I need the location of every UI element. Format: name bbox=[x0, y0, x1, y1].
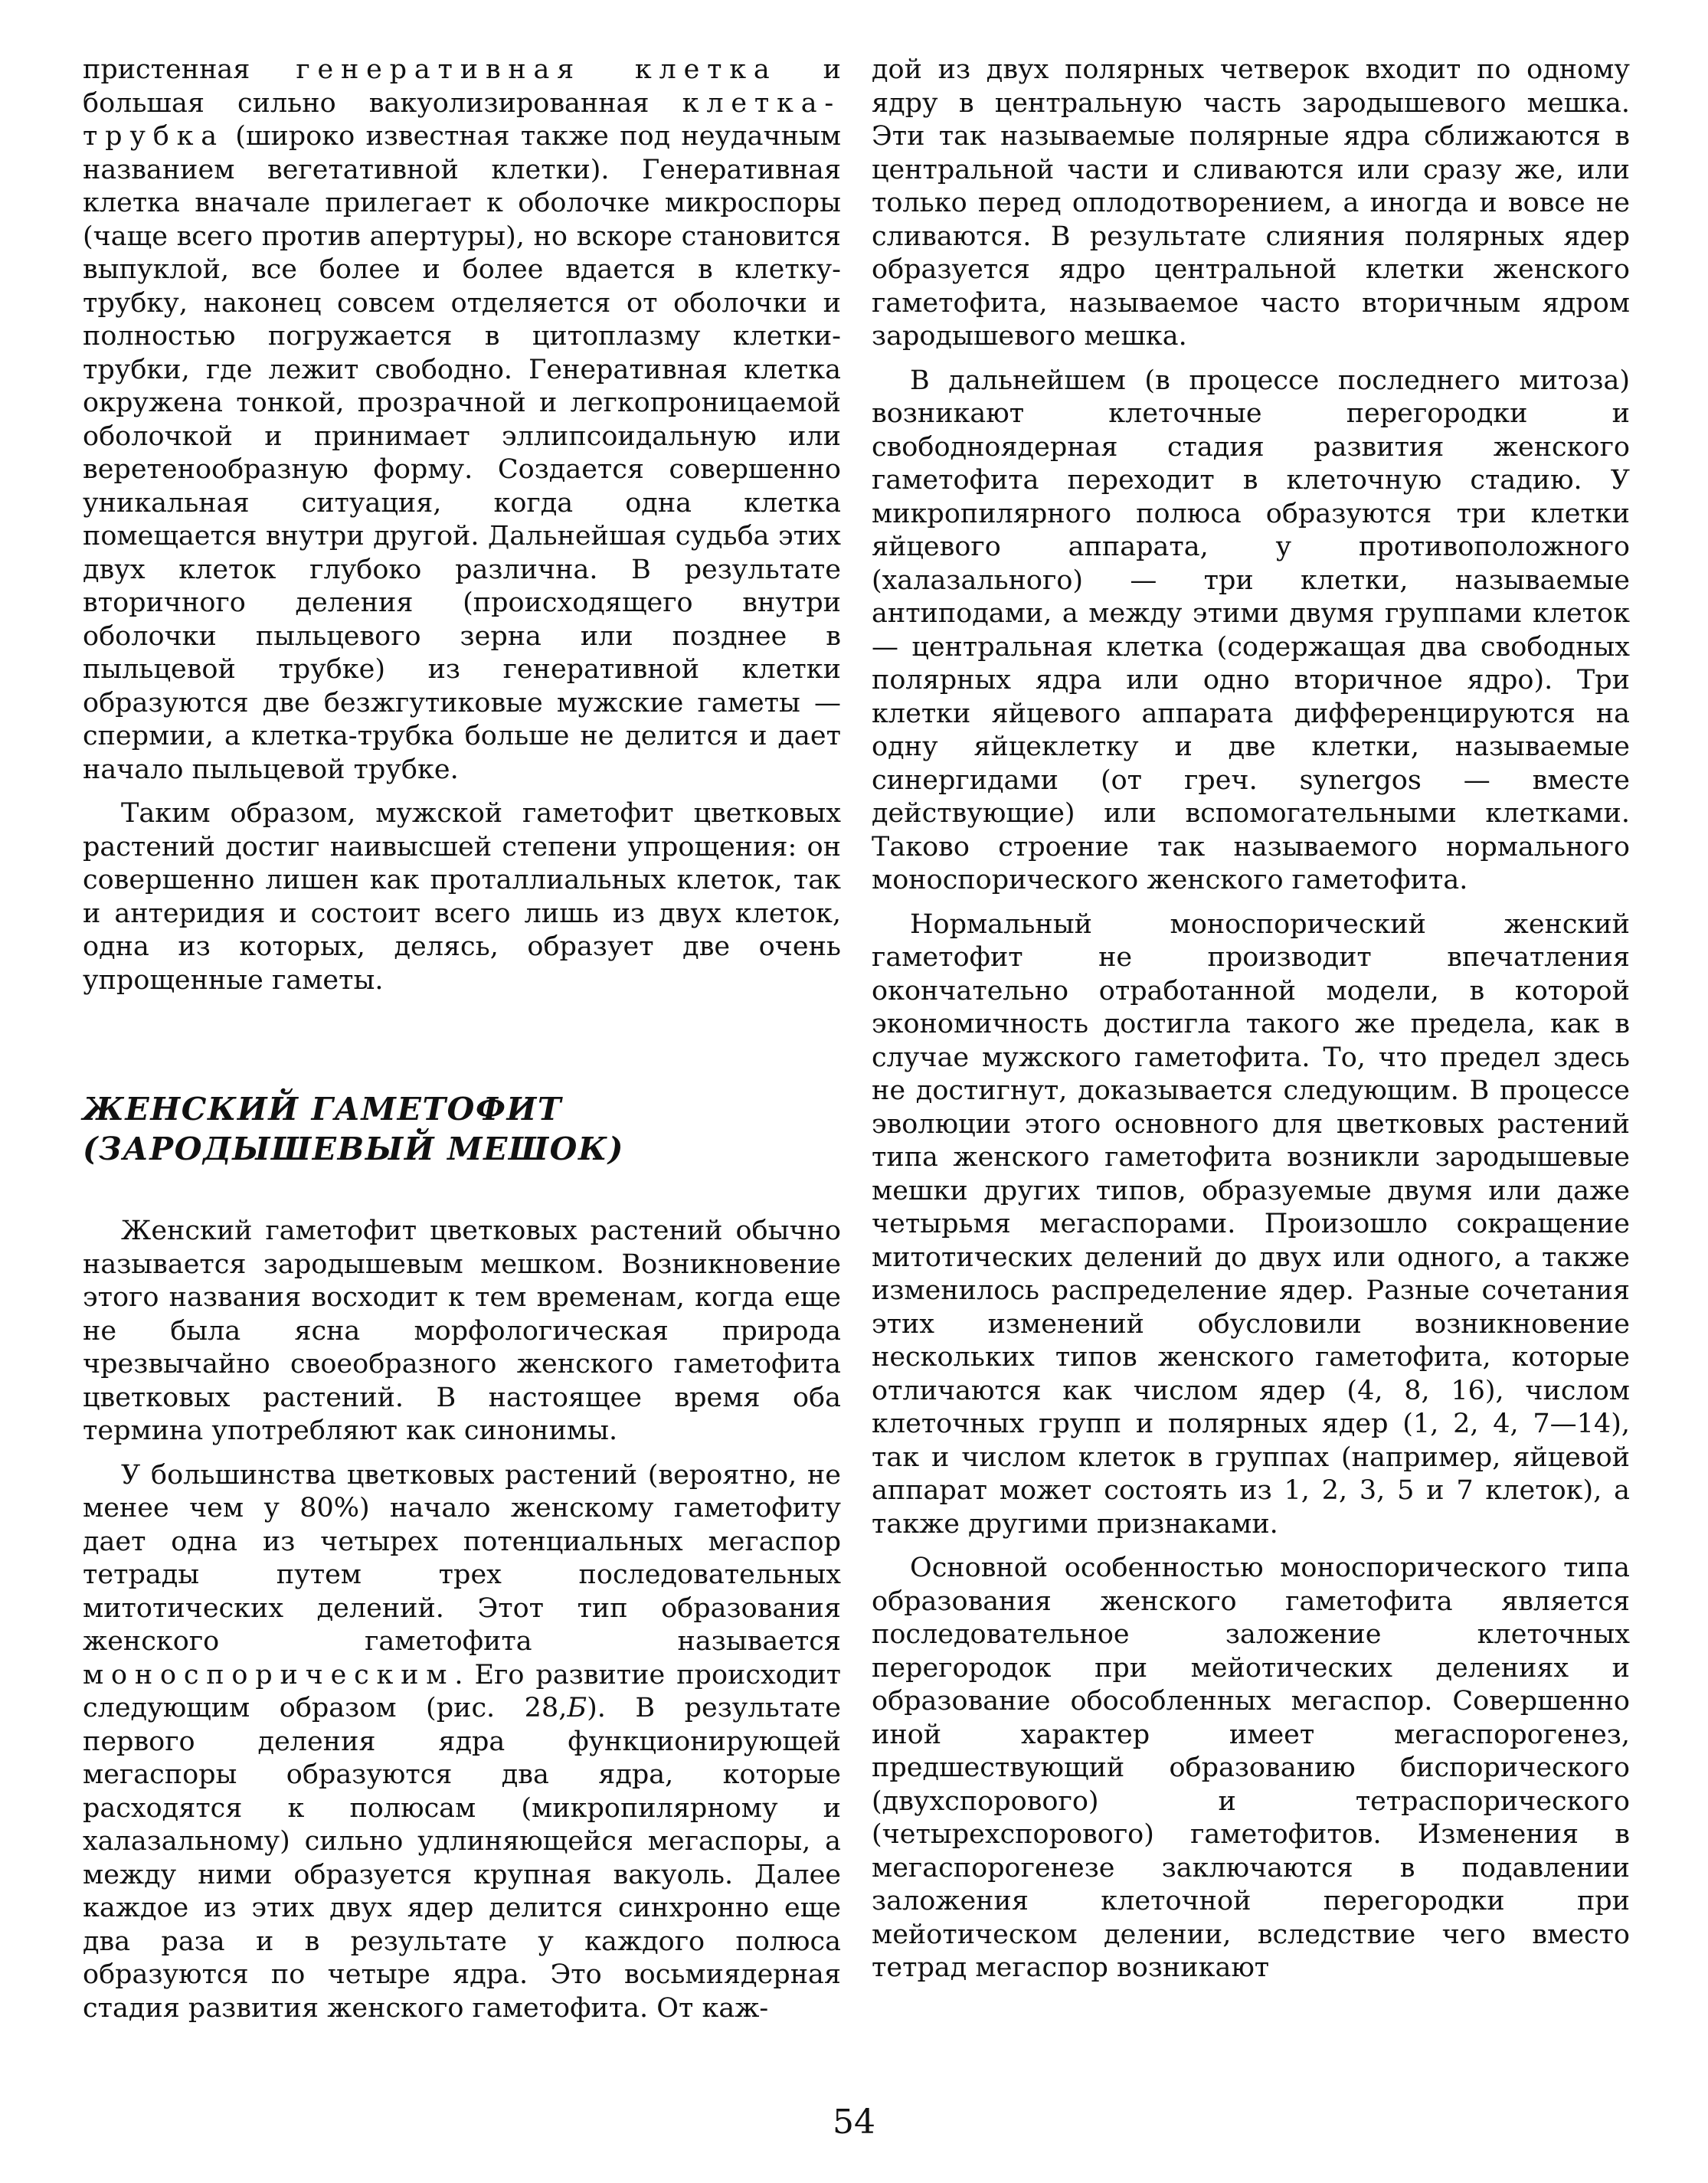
right-column bbox=[872, 54, 1630, 1996]
text-run: ). В результате первого деления ядра функционирующей мегаспоры образуются два ядра, которые расходятся к полюсам (микропилярному и халазальному) сильно удлиняющейся мегаспоры, а между ними образуется крупная вакуоль. Далее каждое из этих двух ядер делится синхронно еще два раза и в результате у каждого полюса образуются по четыре ядра. Это восьмиядерная стадия развития женского гаметофита. От каж- bbox=[83, 1693, 841, 2024]
paragraph: Нормальный моноспорический женский гаметофит не производит впечатления окончательно отработанной модели, в которой экономичность достигла такого же предела, как в случае мужского гаметофита. То, что предел здесь не достигнут, доказывается следующим. В процессе эволюции этого основного для цветковых растений типа женского гаметофита возникли зародышевые мешки других типов, образуемые двумя или даже четырьмя мегаспорами. Произошло сокращение митотических делений до двух или одного, а также изменилось распределение ядер. Разные сочетания этих изменений обусловили возникновение нескольких типов женского гаметофита, которые отличаются как числом ядер (4, 8, 16), числом клеточных групп и полярных ядер (1, 2, 4, 7—14), так и числом клеток в группах (например, яйцевой аппарат может состоять из 1, 2, 3, 5 и 7 клеток), а также другими признаками. bbox=[872, 908, 1630, 1540]
text-run: и большая сильно вакуолизированная bbox=[83, 54, 841, 119]
paragraph: Таким образом, мужской гаметофит цветковых растений достиг наивысшей степени упрощения: он совершенно лишен как проталлиальных клеток, так и антеридия и состоит всего лишь из двух клеток, одна из которых, делясь, образует две очень упрощенные гаметы. bbox=[83, 798, 841, 996]
spaced-term: генеративная клетка bbox=[296, 54, 777, 85]
text-run: . Его развитие происходит следующим образом (рис. 28, bbox=[83, 1659, 841, 1723]
section-heading bbox=[83, 1089, 841, 1169]
text-run: У большинства цветковых растений (вероятно, не менее чем у 80%) начало женскому гаметофиту дает одна из четырех потенциальных мегаспор тетрады путем трех последовательных митотических делений. Этот тип образования женского гаметофита называется bbox=[83, 1459, 841, 1657]
text-run: (широко известная также под неудачным названием вегетативной клетки). Генеративная клетка вначале прилегает к оболочке микроспоры (чаще всего против апертуры), но вскоре становится выпуклой, все более и более вдается в клетку-трубку, наконец совсем отделяется от оболочки и полностью погружается в цитоплазму клетки-трубки, где лежит свободно. Генеративная клетка окружена тонкой, прозрачной и легкопроницаемой оболочкой и принимает эллипсоидальную или веретенообразную форму. Создается совершенно уникальная ситуация, когда одна клетка помещается внутри другой. Дальнейшая судьба этих двух клеток глубоко различна. В результате вторичного деления (происходящего внутри оболочки пыльцевого зерна или позднее в пыльцевой трубке) из генеративной клетки образуются две безжгутиковые мужские гаметы — спермии, а клетка-трубка больше не делится и дает начало пыльцевой трубке. bbox=[83, 121, 841, 785]
page-number: 54 bbox=[833, 2103, 875, 2142]
paragraph: дой из двух полярных четверок входит по одному ядру в центральную часть зародышевого мешка. Эти так называемые полярные ядра сближаются в центральной части и сливаются или сразу же, или только перед оплодотворением, а иногда и вовсе не сливаются. В результате слияния полярных ядер образуется ядро центральной клетки женского гаметофита, называемое часто вторичным ядром зародышевого мешка. bbox=[872, 54, 1630, 352]
paragraph: Женский гаметофит цветковых растений обычно называется зародышевым мешком. Возникновение этого названия восходит к тем временам, когда еще не была ясна морфологическая природа чрезвычайно своеобразного женского гаметофита цветковых растений. В настоящее время оба термина употребляют как синонимы. bbox=[83, 1216, 841, 1446]
spaced-term: моноспорическим bbox=[83, 1659, 455, 1690]
left-column bbox=[83, 54, 841, 2036]
paragraph bbox=[83, 54, 841, 787]
paragraph bbox=[83, 1459, 841, 2026]
paragraph: В дальнейшем (в процессе последнего митоза) возникают клеточные перегородки и свободноядерная стадия развития женского гаметофита переходит в клеточную стадию. У микропилярного полюса образуются три клетки яйцевого аппарата, у противоположного (халазального) — три клетки, называемые антиподами, а между этими двумя группами клеток — центральная клетка (содержащая два свободных полярных ядра или одно вторичное ядро). Три клетки яйцевого аппарата дифференцируются на одну яйцеклетку и две клетки, называемые синергидами (от греч. synergos — вместе действующие) или вспомогательными клетками. Таково строение так называемого нормального моноспорического женского гаметофита. bbox=[872, 365, 1630, 895]
spaced-term: клетка-трубка bbox=[83, 87, 841, 152]
paragraph: Основной особенностью моноспорического типа образования женского гаметофита является последовательное заложение клеточных перегородок при мейотических делениях и образование обособленных мегаспор. Совершенно иной характер имеет мегаспорогенез, предшествующий образованию биспорического (двухспорового) и тетраспорического (четырехспорового) гаметофитов. Изменения в мегаспорогенезе заключаются в подавлении заложения клеточной перегородки при мейотическом делении, вследствие чего вместо тетрад мегаспор возникают bbox=[872, 1553, 1630, 1983]
heading-line: ЖЕНСКИЙ ГАМЕТОФИТ bbox=[83, 1091, 563, 1128]
heading-line: (ЗАРОДЫШЕВЫЙ МЕШОК) bbox=[83, 1131, 624, 1167]
text-run: пристенная bbox=[83, 54, 250, 85]
figure-letter: Б bbox=[567, 1693, 587, 1723]
